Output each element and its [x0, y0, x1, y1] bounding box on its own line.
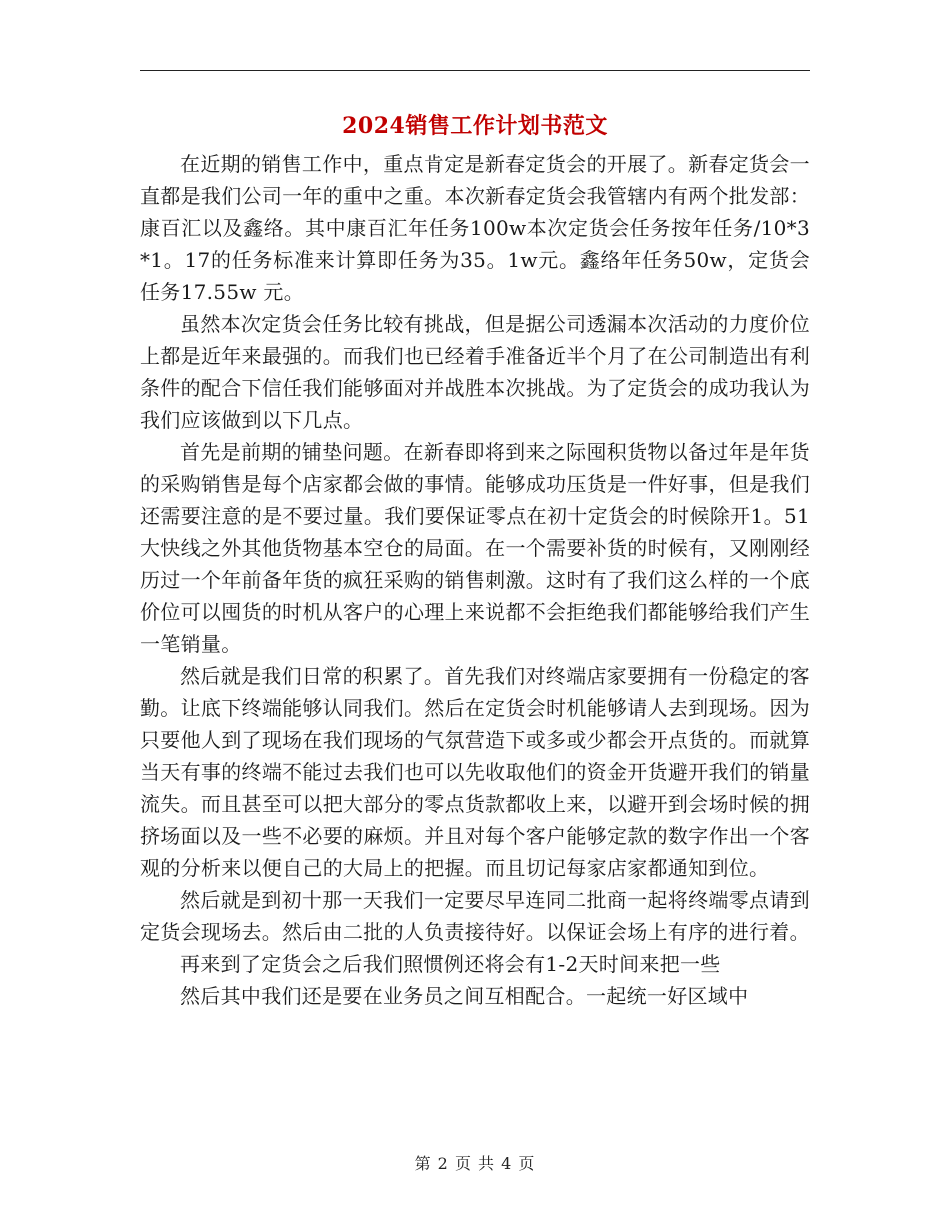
paragraph: 虽然本次定货会任务比较有挑战，但是据公司透漏本次活动的力度价位上都是近年来最强的。而我们也已经着手准备近半个月了在公司制造出有利条件的配合下信任我们能够面对并战胜本次挑战。为了定货会的成功我认为我们应该做到以下几点。 [140, 312, 810, 432]
paragraph: 然后就是到初十那一天我们一定要尽早连同二批商一起将终端零点请到定货会现场去。然后由二批的人负责接待好。以保证会场上有序的进行着。 [140, 888, 810, 944]
paragraph: 然后就是我们日常的积累了。首先我们对终端店家要拥有一份稳定的客勤。让底下终端能够认同我们。然后在定货会时机能够请人去到现场。因为只要他人到了现场在我们现场的气氛营造下或多或少都会开点货的。而就算当天有事的终端不能过去我们也可以先收取他们的资金开货避开我们的销量流失。而且甚至可以把大部分的零点货款都收上来，以避开到会场时候的拥挤场面以及一些不必要的麻烦。并且对每个客户能够定款的数字作出一个客观的分析来以便自己的大局上的把握。而且切记每家店家都通知到位。 [140, 664, 810, 880]
paragraph: 然后其中我们还是要在业务员之间互相配合。一起统一好区域中 [180, 984, 749, 1008]
document-title: 2024销售工作计划书范文 [342, 113, 608, 139]
document-body [140, 148, 810, 1012]
paragraph: 首先是前期的铺垫问题。在新春即将到来之际囤积货物以备过年是年货的采购销售是每个店家都会做的事情。能够成功压货是一件好事，但是我们还需要注意的是不要过量。我们要保证零点在初十定货会的时候除开1。51大快线之外其他货物基本空仓的局面。在一个需要补货的时候有，又刚刚经历过一个年前备年货的疯狂采购的销售刺激。这时有了我们这么样的一个底价位可以囤货的时机从客户的心理上来说都不会拒绝我们都能够给我们产生一笔销量。 [140, 440, 810, 656]
paragraph: 在近期的销售工作中，重点肯定是新春定货会的开展了。新春定货会一直都是我们公司一年的重中之重。本次新春定货会我管辖内有两个批发部：康百汇以及鑫络。其中康百汇年任务100w本次定货会任务按年任务/10*3*1。17的任务标准来计算即任务为35。1w元。鑫络年任务50w，定货会任务17.55w 元。 [140, 152, 810, 304]
header-rule [140, 70, 810, 71]
paragraph: 再来到了定货会之后我们照惯例还将会有1-2天时间来把一些 [180, 952, 721, 976]
page-number-footer: 第 2 页 共 4 页 [414, 1154, 536, 1173]
